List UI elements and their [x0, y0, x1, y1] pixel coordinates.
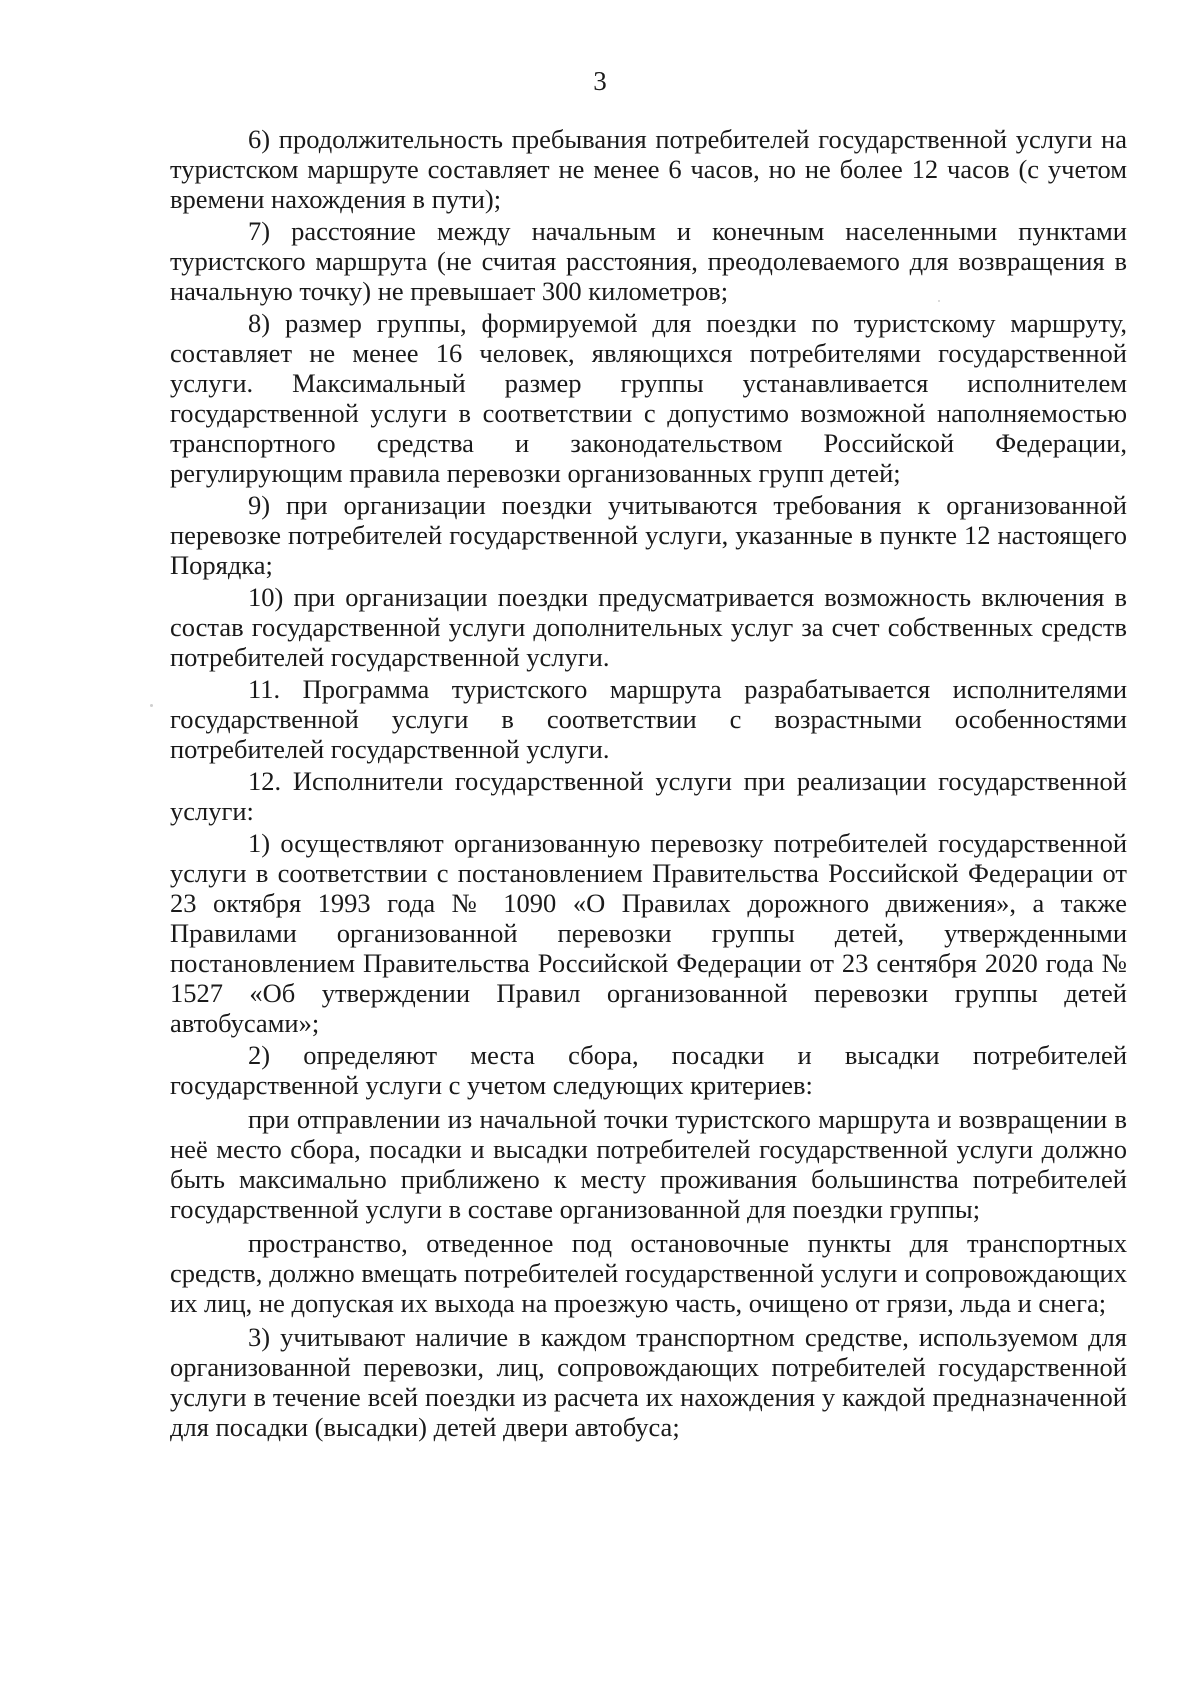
page-number: 3 — [593, 66, 607, 96]
paragraph-section-11: 11. Программа туристского маршрута разрабатывается исполнителями государственной услуги в соответствии с возрастными особенностями потребителей государственной услуги. — [170, 674, 1127, 764]
paragraph-item-8: 8) размер группы, формируемой для поездки по туристскому маршруту, составляет не менее 16 человек, являющихся потребителями государственной услуги. Максимальный размер группы устанавливается исполнителем государственной услуги в соответствии с допустимо возможной наполняемостью транспортного средства и законодательством Российской Федерации, регулирующим правила перевозки организованных групп детей; — [170, 308, 1127, 488]
paragraph-subitem-3: 3) учитывают наличие в каждом транспортном средстве, используемом для организованной перевозки, лиц, сопровождающих потребителей государственной услуги в течение всей поездки из расчета их нахождения у каждой предназначенной для посадки (высадки) детей двери автобуса; — [170, 1322, 1127, 1442]
paragraph-subitem-1: 1) осуществляют организованную перевозку потребителей государственной услуги в соответствии с постановлением Правительства Российской Федерации от 23 октября 1993 года № 1090 «О Правилах дорожного движения», а также Правилами организованной перевозки группы детей, утвержденными постановлением Правительства Российской Федерации от 23 сентября 2020 года № 1527 «Об утверждении Правил организованной перевозки группы детей автобусами»; — [170, 828, 1127, 1038]
document-body — [170, 124, 1127, 1444]
scan-speck — [938, 300, 940, 302]
paragraph-item-9: 9) при организации поездки учитываются требования к организованной перевозке потребителей государственной услуги, указанные в пункте 12 настоящего Порядка; — [170, 490, 1127, 580]
scan-speck — [150, 704, 153, 707]
paragraph-criterion-stop-area: пространство, отведенное под остановочные пункты для транспортных средств, должно вмещать потребителей государственной услуги и сопровождающих их лиц, не допуская их выхода на проезжую часть, очищено от грязи, льда и снега; — [170, 1228, 1127, 1318]
paragraph-criterion-departure: при отправлении из начальной точки туристского маршрута и возвращении в неё место сбора, посадки и высадки потребителей государственной услуги должно быть максимально приближено к месту проживания большинства потребителей государственной услуги в составе организованной для поездки группы; — [170, 1104, 1127, 1224]
paragraph-subitem-2: 2) определяют места сбора, посадки и высадки потребителей государственной услуги с учетом следующих критериев: — [170, 1040, 1127, 1100]
paragraph-item-7: 7) расстояние между начальным и конечным населенными пунктами туристского маршрута (не считая расстояния, преодолеваемого для возвращения в начальную точку) не превышает 300 километров; — [170, 216, 1127, 306]
paragraph-item-10: 10) при организации поездки предусматривается возможность включения в состав государственной услуги дополнительных услуг за счет собственных средств потребителей государственной услуги. — [170, 582, 1127, 672]
paragraph-item-6: 6) продолжительность пребывания потребителей государственной услуги на туристском маршруте составляет не менее 6 часов, но не более 12 часов (с учетом времени нахождения в пути); — [170, 124, 1127, 214]
paragraph-section-12: 12. Исполнители государственной услуги при реализации государственной услуги: — [170, 766, 1127, 826]
